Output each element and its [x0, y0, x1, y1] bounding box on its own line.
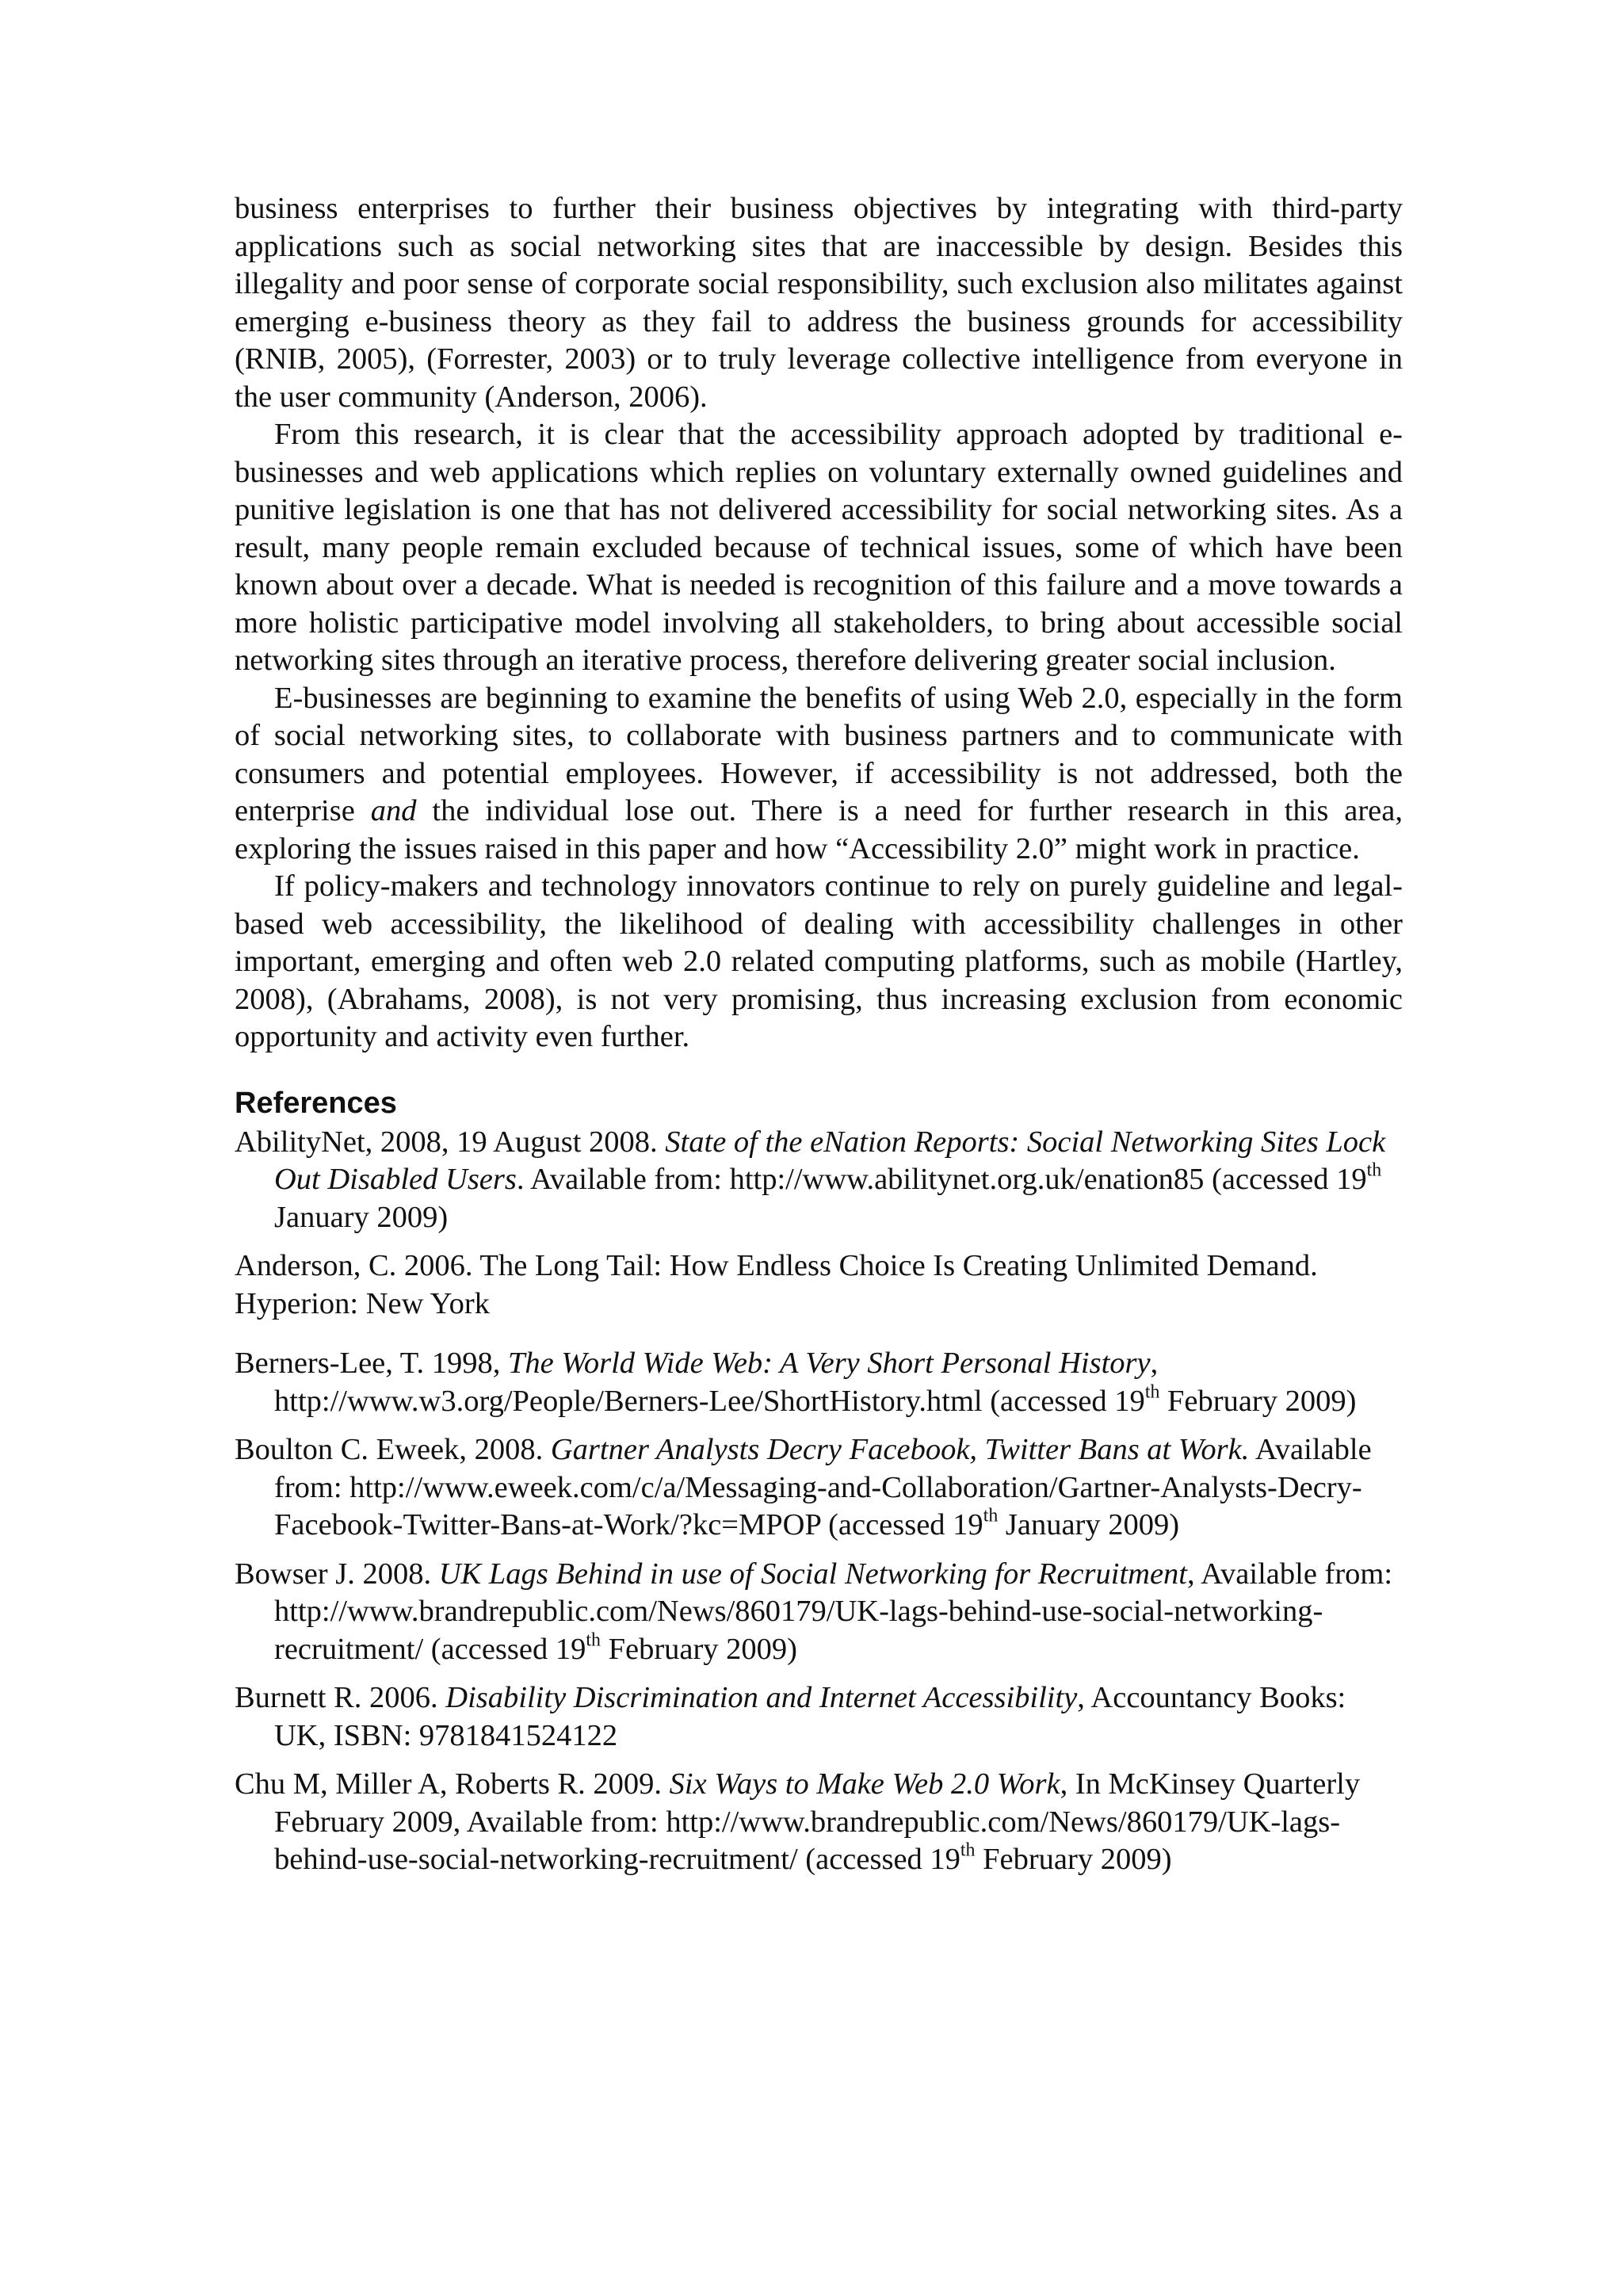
reference-entry: [235, 1247, 1403, 1323]
text-run: AbilityNet, 2008, 19 August 2008.: [235, 1125, 666, 1159]
text-run: , http://www.w3.org/People/Berners-Lee/ShortHistory.html (accessed 19: [274, 1347, 1159, 1418]
paragraph: [235, 868, 1403, 1056]
paragraph: [235, 680, 1403, 869]
superscript-text: th: [1144, 1381, 1160, 1402]
superscript-text: th: [983, 1505, 999, 1526]
italic-text: UK Lags Behind in use of Social Networking for Recruitment: [438, 1557, 1187, 1591]
text-run: February 2009): [1159, 1384, 1357, 1418]
text-run: , Available from: http://www.brandrepublic.com/News/860179/UK-lags-behind-use-social-networking-recruitment/ (accessed 19: [274, 1557, 1393, 1666]
italic-text: State of the eNation Reports: Social Networking Sites Lock Out Disabled Users: [274, 1125, 1386, 1196]
text-run: Burnett R. 2006.: [235, 1681, 446, 1714]
reference-entry: [235, 1556, 1403, 1669]
superscript-text: th: [1366, 1159, 1382, 1181]
reference-entry: [235, 1679, 1403, 1755]
text-run: . Available from: http://www.abilitynet.org.uk/enation85 (accessed 19: [516, 1163, 1367, 1196]
reference-entry: [235, 1431, 1403, 1545]
references-heading: References: [235, 1086, 397, 1120]
text-run: Chu M, Miller A, Roberts R. 2009.: [235, 1767, 670, 1801]
italic-text: Gartner Analysts Decry Facebook, Twitter Bans at Work.: [550, 1433, 1250, 1466]
superscript-text: th: [586, 1629, 601, 1650]
text-run: , In McKinsey Quarterly February 2009, Available from: http://www.brandrepublic.com/News/860179/UK-lags-behind-use-social-networking-recruitment/ (accessed 19: [274, 1767, 1361, 1876]
text-run: February 2009): [975, 1843, 1172, 1876]
text-run: From this research, it is clear that the accessibility approach adopted by traditional e-businesses and web applications which replies on voluntary externally owned guidelines and punitive legislation is one that has not delivered accessibility for social networking sites. As a result, many people remain excluded because of technical issues, some of which have been known about over a decade. What is needed is recognition of this failure and a move towards a more holistic participative model involving all stakeholders, to bring about accessible social networking sites through an iterative process, therefore delivering greater social inclusion.: [235, 418, 1403, 677]
reference-entry: [235, 1124, 1403, 1237]
body-text: [235, 190, 1403, 1056]
text-run: If policy-makers and technology innovators continue to rely on purely guideline and legal-based web accessibility, the likelihood of dealing with accessibility challenges in other important, emerging and often web 2.0 related computing platforms, such as mobile (Hartley, 2008), (Abrahams, 2008), is not very promising, thus increasing exclusion from economic opportunity and activity even further.: [235, 869, 1403, 1053]
text-run: Berners-Lee, T. 1998,: [235, 1347, 508, 1380]
text-run: business enterprises to further their business objectives by integrating with third-party applications such as social networking sites that are inaccessible by design. Besides this illegality and poor sense of corporate social responsibility, such exclusion also militates against emerging e-business theory as they fail to address the business grounds for accessibility (RNIB, 2005), (Forrester, 2003) or to truly leverage collective intelligence from everyone in the user community (Anderson, 2006).: [235, 192, 1403, 414]
italic-text: Six Ways to Make Web 2.0 Work: [669, 1767, 1060, 1801]
text-run: Boulton C. Eweek, 2008.: [235, 1433, 551, 1466]
reference-entry: [235, 1345, 1403, 1420]
text-run: Available from: http://www.eweek.com/c/a/Messaging-and-Collaboration/Gartner-Analysts-Decry-Facebook-Twitter-Bans-at-Work/?kc=MPOP (accessed 19: [274, 1433, 1372, 1541]
reference-entry: [235, 1766, 1403, 1879]
italic-text: Disability Discrimination and Internet Accessibility: [445, 1681, 1078, 1714]
superscript-text: th: [960, 1839, 976, 1861]
text-run: Bowser J. 2008.: [235, 1557, 439, 1591]
paragraph: [235, 190, 1403, 416]
reference-list: [235, 1124, 1403, 1879]
text-run: January 2009): [998, 1508, 1180, 1541]
text-run: Anderson, C. 2006. The Long Tail: How Endless Choice Is Creating Unlimited Demand. Hyperion: New York: [235, 1249, 1318, 1320]
text-run: E-businesses are beginning to examine the benefits of using Web 2.0, especially in the form of social networking sites, to collaborate with business partners and to communicate with consumers and potential employees. However, if accessibility is not addressed, both the enterprise: [235, 681, 1403, 827]
paragraph: [235, 416, 1403, 680]
italic-text: The World Wide Web: A Very Short Personal History: [507, 1347, 1151, 1380]
text-run: February 2009): [600, 1632, 797, 1666]
text-run: January 2009): [274, 1200, 449, 1234]
italic-text: and: [370, 794, 417, 827]
text-run: the individual lose out. There is a need for further research in this area, exploring the issues raised in this paper and how “Accessibility 2.0” might work in practice.: [235, 794, 1403, 865]
text-run: , Accountancy Books: UK, ISBN: 9781841524122: [274, 1681, 1346, 1752]
document-page: [235, 190, 1403, 1890]
